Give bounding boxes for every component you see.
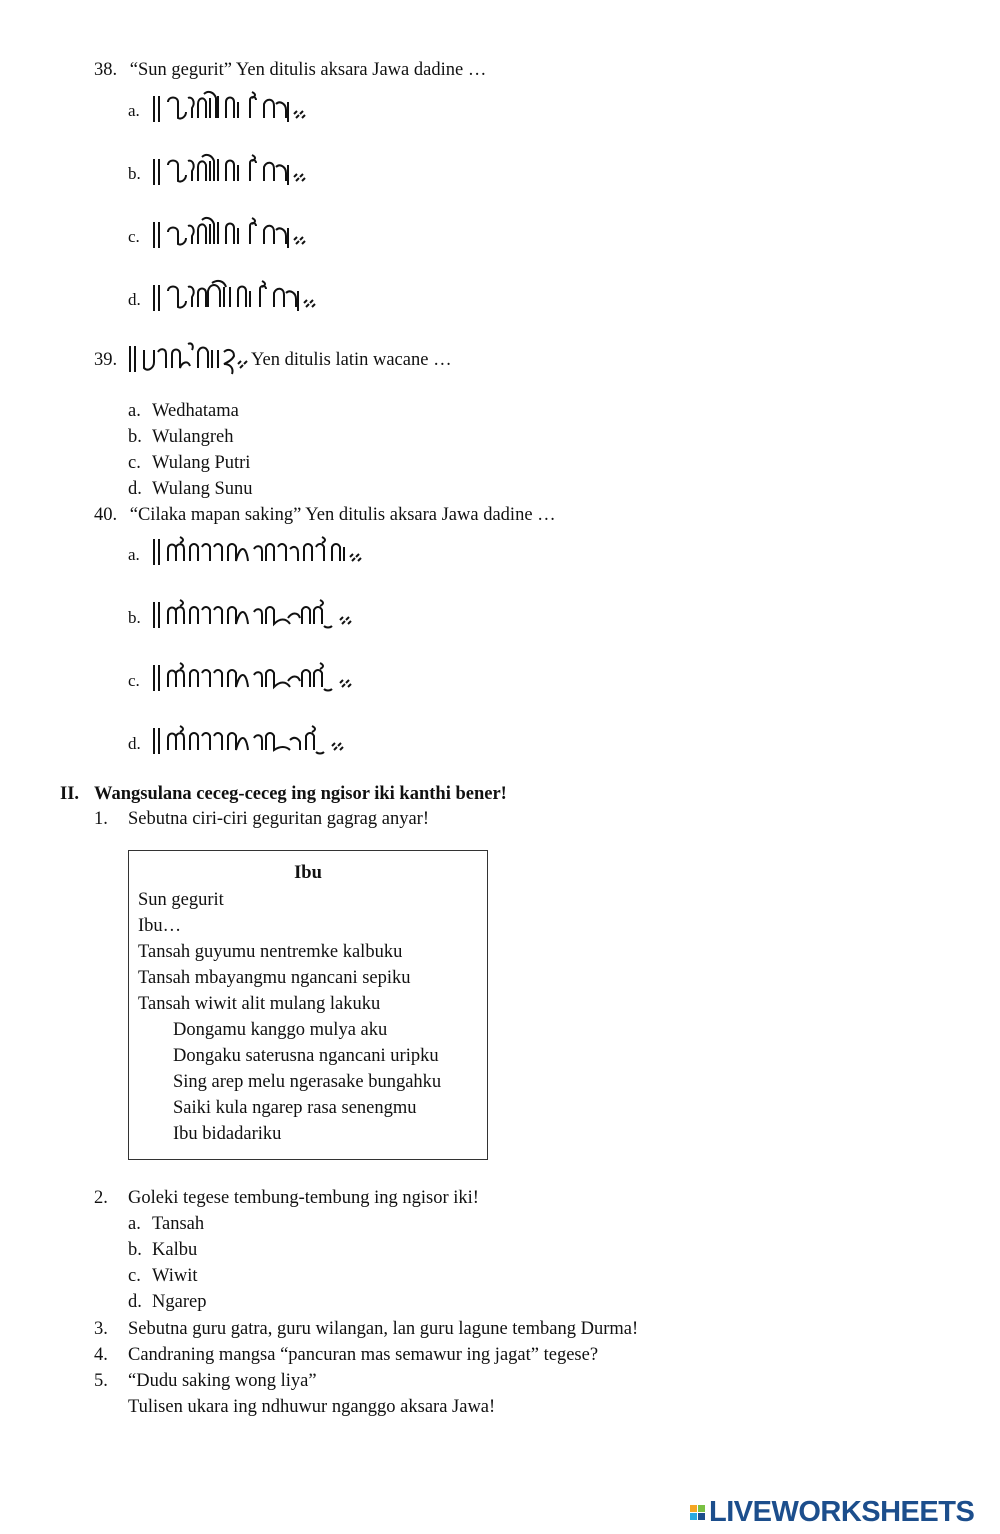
word-text: Wiwit xyxy=(152,1266,198,1286)
option-label[interactable]: b. xyxy=(128,608,141,627)
option-label: a. xyxy=(128,401,141,421)
question-number: 39. xyxy=(94,350,118,370)
option-label[interactable]: d. xyxy=(128,290,141,309)
question-number: 2. xyxy=(94,1188,108,1208)
poem-box xyxy=(128,850,488,1160)
question-number: 1. xyxy=(94,809,108,829)
question-number: 5. xyxy=(94,1371,108,1391)
liveworksheets-grid-icon xyxy=(690,1505,705,1520)
question-number: 38. xyxy=(94,60,118,80)
question-38 xyxy=(94,60,486,81)
option-text: Wulang Putri xyxy=(152,453,251,473)
essay-question-5 xyxy=(94,1371,317,1392)
javanese-script-question-39-icon xyxy=(128,338,248,384)
question-text: “Sun gegurit” Yen ditulis aksara Jawa dadine … xyxy=(129,60,487,80)
option-d[interactable] xyxy=(128,479,253,500)
option-label: b. xyxy=(128,427,142,447)
poem-line: Sun gegurit xyxy=(138,890,224,910)
javanese-script-cilaka-a-icon xyxy=(152,533,372,575)
poem-line: Tansah wiwit alit mulang lakuku xyxy=(138,994,381,1014)
option-b[interactable] xyxy=(128,427,233,448)
question-text: “Dudu saking wong liya” xyxy=(128,1371,317,1391)
option-label[interactable]: c. xyxy=(128,671,140,690)
word-item-c xyxy=(128,1266,198,1287)
word-label: d. xyxy=(128,1292,142,1312)
word-item-d xyxy=(128,1292,206,1313)
poem-line: Dongamu kanggo mulya aku xyxy=(173,1020,388,1040)
option-label[interactable]: d. xyxy=(128,734,141,753)
question-number: 40. xyxy=(94,505,118,525)
word-item-a xyxy=(128,1214,204,1235)
essay-question-2 xyxy=(94,1188,479,1209)
word-text: Ngarep xyxy=(152,1292,207,1312)
essay-question-5-instruction: Tulisen ukara ing ndhuwur nganggo aksara Jawa! xyxy=(128,1397,496,1417)
javanese-script-sun-gegurit-d-icon xyxy=(152,277,322,323)
word-label: a. xyxy=(128,1214,141,1234)
poem-title: Ibu xyxy=(294,863,322,883)
option-text: Wedhatama xyxy=(152,401,239,421)
word-label: b. xyxy=(128,1240,142,1260)
question-40 xyxy=(94,505,556,526)
liveworksheets-logo[interactable] xyxy=(690,1496,974,1529)
javanese-script-sun-gegurit-c-icon xyxy=(152,214,312,260)
option-c[interactable] xyxy=(128,453,250,474)
javanese-script-cilaka-b-icon xyxy=(152,596,372,638)
word-label: c. xyxy=(128,1266,141,1286)
option-label[interactable]: c. xyxy=(128,227,140,246)
option-label[interactable]: a. xyxy=(128,101,140,120)
javanese-script-sun-gegurit-a-icon xyxy=(152,88,312,134)
javanese-script-cilaka-d-icon xyxy=(152,722,372,764)
poem-line: Ibu… xyxy=(138,916,182,936)
question-text: Candraning mangsa “pancuran mas semawur ing jagat” tegese? xyxy=(128,1345,599,1365)
question-number: 3. xyxy=(94,1319,108,1339)
section-ii-heading xyxy=(60,784,507,805)
poem-line: Tansah mbayangmu ngancani sepiku xyxy=(138,968,411,988)
poem-line: Saiki kula ngarep rasa senengmu xyxy=(173,1098,417,1118)
poem-line: Tansah guyumu nentremke kalbuku xyxy=(138,942,403,962)
poem-line: Sing arep melu ngerasake bungahku xyxy=(173,1072,442,1092)
section-title: Wangsulana ceceg-ceceg ing ngisor iki kanthi bener! xyxy=(94,784,507,804)
word-item-b xyxy=(128,1240,197,1261)
question-text: Sebutna ciri-ciri geguritan gagrag anyar! xyxy=(128,809,430,829)
option-text: Wulang Sunu xyxy=(152,479,253,499)
word-text: Tansah xyxy=(152,1214,205,1234)
javanese-script-cilaka-c-icon xyxy=(152,659,372,701)
option-label[interactable]: a. xyxy=(128,545,140,564)
question-text: Sebutna guru gatra, guru wilangan, lan guru lagune tembang Durma! xyxy=(128,1319,639,1339)
option-label[interactable]: b. xyxy=(128,164,141,183)
question-text: “Cilaka mapan saking” Yen ditulis aksara Jawa dadine … xyxy=(129,505,556,525)
option-text: Wulangreh xyxy=(152,427,234,447)
question-39 xyxy=(94,350,117,371)
poem-line: Ibu bidadariku xyxy=(173,1124,282,1144)
option-label: d. xyxy=(128,479,142,499)
essay-question-3 xyxy=(94,1319,639,1340)
section-number: II. xyxy=(60,784,80,804)
essay-question-4 xyxy=(94,1345,599,1366)
option-label: c. xyxy=(128,453,141,473)
question-text: Goleki tegese tembung-tembung ing ngisor iki! xyxy=(128,1188,479,1208)
brand-text: LIVEWORKSHEETS xyxy=(709,1496,975,1528)
question-number: 4. xyxy=(94,1345,108,1365)
word-text: Kalbu xyxy=(152,1240,198,1260)
poem-line: Dongaku saterusna ngancani uripku xyxy=(173,1046,439,1066)
question-text: Yen ditulis latin wacane … xyxy=(251,350,452,370)
javanese-script-sun-gegurit-b-icon xyxy=(152,151,312,197)
option-a[interactable] xyxy=(128,401,239,422)
essay-question-1 xyxy=(94,809,430,830)
